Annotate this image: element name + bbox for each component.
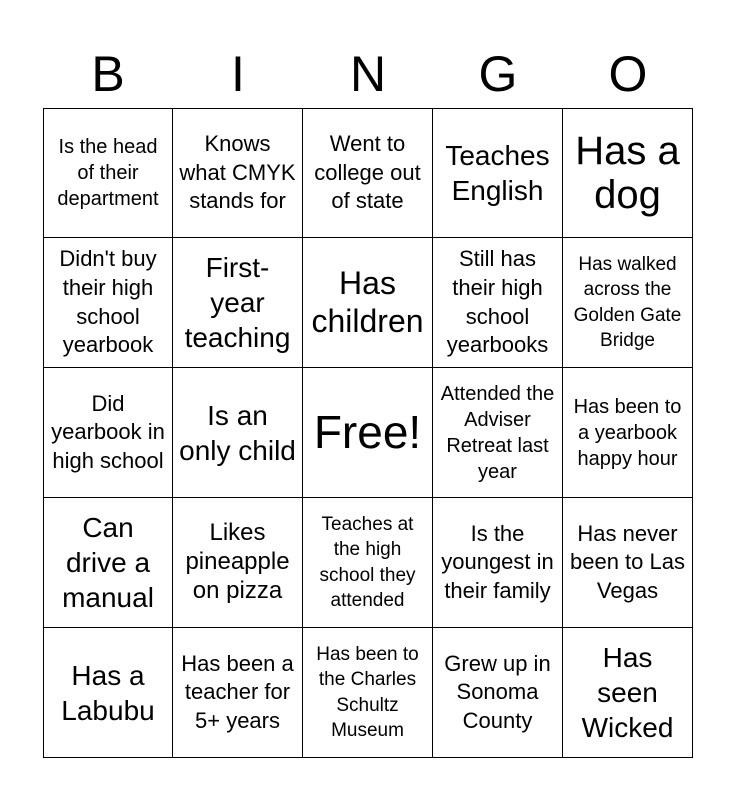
- header-letter-o: O: [608, 46, 648, 102]
- bingo-cell-r4-c2[interactable]: [173, 498, 303, 628]
- bingo-cell-text: Has children: [311, 264, 424, 339]
- bingo-cell-r4-c1[interactable]: [43, 498, 173, 628]
- bingo-cell-text: Teaches English: [445, 140, 550, 206]
- bingo-cell-text: Didn't buy their high school yearbook: [59, 246, 157, 358]
- bingo-cell-r2-c2[interactable]: [173, 238, 303, 368]
- bingo-cell-r2-c3[interactable]: [303, 238, 433, 368]
- bingo-cell-r2-c5[interactable]: [563, 238, 693, 368]
- bingo-cell-r4-c5[interactable]: [563, 498, 693, 628]
- bingo-cell-r1-c5[interactable]: [563, 108, 693, 238]
- bingo-cell-r5-c3[interactable]: [303, 628, 433, 758]
- bingo-cell-r5-c4[interactable]: [433, 628, 563, 758]
- bingo-cell-r3-c5[interactable]: [563, 368, 693, 498]
- bingo-cell-text: Went to college out of state: [314, 131, 421, 214]
- bingo-cell-text: Has never been to Las Vegas: [570, 520, 685, 603]
- bingo-cell-text: Has been a teacher for 5+ years: [181, 650, 294, 733]
- bingo-cell-r1-c2[interactable]: [173, 108, 303, 238]
- bingo-cell-text: Still has their high school yearbooks: [446, 246, 549, 358]
- bingo-cell-text: Has walked across the Golden Gate Bridge: [573, 253, 682, 351]
- bingo-header: [43, 40, 693, 108]
- header-letter-n: N: [349, 46, 387, 102]
- bingo-cell-text: Knows what CMYK stands for: [179, 131, 296, 214]
- bingo-cell-text: Can drive a manual: [62, 512, 154, 613]
- bingo-cell-text: Is the head of their department: [57, 136, 159, 210]
- bingo-cell-text: Is the youngest in their family: [441, 520, 554, 603]
- bingo-cell-r3-c1[interactable]: [43, 368, 173, 498]
- bingo-cell-r2-c1[interactable]: [43, 238, 173, 368]
- bingo-cell-r5-c1[interactable]: [43, 628, 173, 758]
- bingo-cell-r1-c1[interactable]: [43, 108, 173, 238]
- bingo-cell-text: First-year teaching: [184, 252, 291, 353]
- header-letter-i: I: [231, 46, 245, 102]
- bingo-cell-r2-c4[interactable]: [433, 238, 563, 368]
- bingo-cell-r1-c3[interactable]: [303, 108, 433, 238]
- bingo-cell-text: Likes pineapple on pizza: [185, 519, 290, 604]
- bingo-cell-text: Grew up in Sonoma County: [444, 650, 551, 733]
- bingo-cell-r4-c3[interactable]: [303, 498, 433, 628]
- bingo-cell-text: Attended the Adviser Retreat last year: [440, 382, 555, 483]
- bingo-cell-r3-c4[interactable]: [433, 368, 563, 498]
- bingo-cell-r3-c2[interactable]: [173, 368, 303, 498]
- bingo-cell-text: Free!: [313, 405, 422, 458]
- header-letter-b: B: [91, 46, 125, 102]
- bingo-cell-text: Has a Labubu: [61, 659, 155, 726]
- header-letter-g: G: [478, 46, 518, 102]
- bingo-cell-text: Has been to the Charles Schultz Museum: [316, 643, 419, 741]
- bingo-cell-text: Is an only child: [179, 399, 296, 466]
- bingo-cell-text: Has a dog: [575, 129, 680, 217]
- bingo-cell-r1-c4[interactable]: [433, 108, 563, 238]
- bingo-grid: [43, 108, 693, 758]
- bingo-cell-r4-c4[interactable]: [433, 498, 563, 628]
- bingo-cell-text: Did yearbook in high school: [51, 390, 165, 473]
- bingo-cell-text: Has been to a yearbook happy hour: [573, 395, 682, 470]
- bingo-cell-text: Teaches at the high school they attended: [319, 513, 416, 611]
- bingo-cell-free[interactable]: [303, 368, 433, 498]
- bingo-cell-r5-c2[interactable]: [173, 628, 303, 758]
- bingo-cell-r5-c5[interactable]: [563, 628, 693, 758]
- bingo-cell-text: Has seen Wicked: [581, 642, 674, 743]
